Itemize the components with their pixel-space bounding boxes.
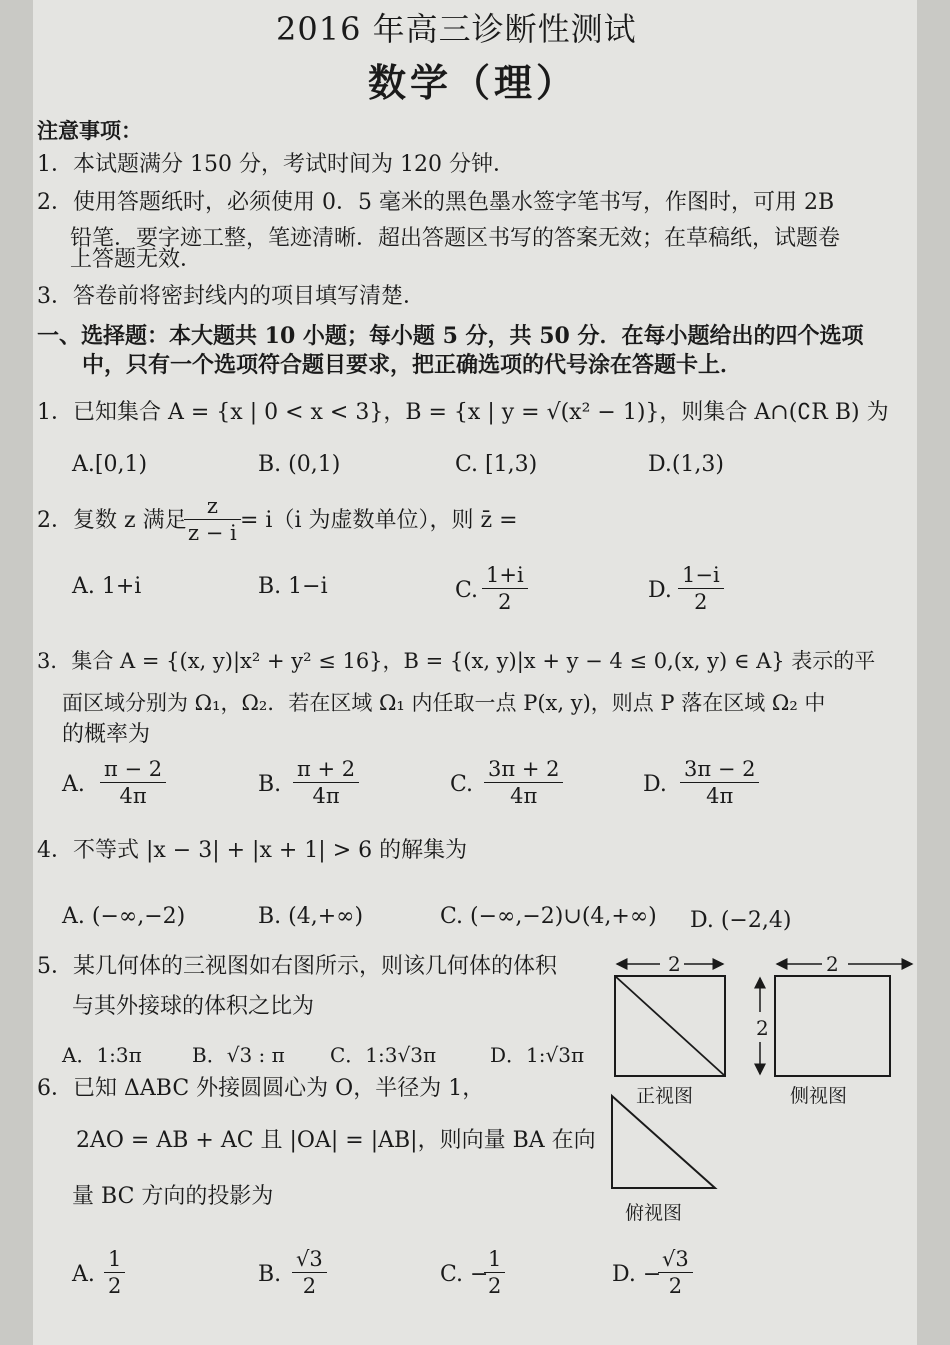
side-view-caption: 侧视图: [790, 1085, 848, 1107]
question-1-option-b: B. (0,1): [258, 452, 341, 477]
question-6-option-d-fraction: [658, 1246, 693, 1299]
question-3-option-c-denominator: 4π: [484, 782, 563, 809]
question-3-option-c-numerator: 3π + 2: [488, 757, 560, 781]
question-3-line-2: 面区域分别为 Ω₁，Ω₂．若在区域 Ω₁ 内任取一点 P(x, y)，则点 P 落在区域 Ω₂ 中: [62, 691, 826, 715]
front-view-height-label: 2: [756, 1016, 769, 1040]
question-3-option-d-denominator: 4π: [680, 782, 759, 809]
question-3-option-b-numerator: π + 2: [297, 757, 356, 781]
question-6-option-c-denominator: 2: [484, 1272, 505, 1299]
question-6-option-b-numerator: √3: [296, 1247, 323, 1271]
question-5-option-a: A．1:3π: [62, 1043, 142, 1067]
notice-item-2-line-1: 2．使用答题纸时，必须使用 0．5 毫米的黑色墨水签字笔书写，作图时，可用 2B: [37, 190, 835, 215]
side-view: [775, 964, 912, 1076]
question-5-line-2: 与其外接球的体积之比为: [72, 994, 315, 1019]
question-3-line-1: 3．集合 A = {(x, y)|x² + y² ≤ 16}，B = {(x, y)|x + y − 4 ≤ 0,(x, y) ∈ A} 表示的平: [37, 649, 876, 673]
question-3-option-a-label: A.: [62, 772, 85, 797]
front-view-diagonal: [615, 976, 725, 1076]
section-1-line-1: 一、选择题：本大题共 10 小题；每小题 5 分，共 50 分．在每小题给出的四个选项: [37, 323, 864, 349]
question-2-fraction: [184, 493, 241, 546]
top-view-caption: 俯视图: [625, 1202, 683, 1224]
question-2-option-a: A. 1+i: [72, 574, 142, 599]
question-6-option-b-fraction: [292, 1246, 327, 1299]
front-view-caption: 正视图: [636, 1085, 694, 1107]
question-1-stem: 1．已知集合 A = {x | 0 < x < 3}，B = {x | y = √(x² − 1)}，则集合 A∩(∁R B) 为: [37, 400, 889, 425]
question-3-option-d-fraction: [680, 756, 759, 809]
notice-item-1: 1．本试题满分 150 分，考试时间为 120 分钟．: [37, 152, 515, 177]
question-5-line-1: 5．某几何体的三视图如右图所示，则该几何体的体积: [37, 954, 557, 979]
question-2-option-d-fraction: [678, 562, 724, 615]
question-3-option-a-fraction: [100, 756, 166, 809]
notice-item-2-line-3: 上答题无效．: [70, 247, 203, 272]
question-6-option-c-label: C. −: [440, 1262, 489, 1287]
question-5-option-c: C．1:3√3π: [330, 1043, 437, 1067]
question-6-line-3: 量 BC 方向的投影为: [72, 1184, 274, 1209]
question-6-option-b-label: B.: [258, 1262, 282, 1287]
question-1-option-c: C. [1,3): [455, 452, 538, 477]
question-3-option-b-denominator: 4π: [293, 782, 359, 809]
question-3-option-b-fraction: [293, 756, 359, 809]
question-2-option-c-numerator: 1+i: [486, 563, 524, 587]
notice-item-3: 3．答卷前将密封线内的项目填写清楚．: [37, 284, 425, 309]
question-4-option-d: D. (−2,4): [690, 908, 792, 933]
question-2-stem-suffix: = i（i 为虚数单位），则 z̄ =: [240, 508, 518, 533]
question-2-fraction-numerator: z: [206, 494, 218, 518]
question-1-option-a: A.[0,1): [72, 452, 148, 477]
question-2-option-c-label: C.: [455, 578, 479, 603]
side-view-width-label: 2: [826, 952, 839, 976]
question-3-option-a-numerator: π − 2: [104, 757, 163, 781]
question-4-option-a: A. (−∞,−2): [62, 904, 186, 929]
front-view-width-label: 2: [668, 952, 681, 976]
question-2-option-b: B. 1−i: [258, 574, 328, 599]
question-3-option-d-label: D.: [643, 772, 667, 797]
question-3-option-a-denominator: 4π: [100, 782, 166, 809]
question-6-option-c-numerator: 1: [488, 1247, 502, 1271]
question-6-line-1: 6．已知 ΔABC 外接圆圆心为 O，半径为 1，: [37, 1076, 485, 1101]
notice-heading: 注意事项：: [37, 118, 142, 143]
question-6-option-a-denominator: 2: [104, 1272, 125, 1299]
exam-title: 2016 年高三诊断性测试: [276, 10, 637, 48]
front-view: [615, 964, 760, 1076]
three-view-figure: [600, 948, 920, 1208]
notice-item-2-line-2: 铅笔．要字迹工整，笔迹清晰．超出答题区书写的答案无效；在草稿纸，试题卷: [70, 226, 841, 251]
question-6-option-d-numerator: √3: [662, 1247, 689, 1271]
question-2-option-d-numerator: 1−i: [682, 563, 720, 587]
section-1-line-2: 中，只有一个选项符合题目要求，把正确选项的代号涂在答题卡上．: [82, 352, 743, 378]
top-view: [612, 1096, 715, 1188]
question-6-option-d-label: D. −: [612, 1262, 662, 1287]
question-6-option-a-numerator: 1: [108, 1247, 122, 1271]
question-3-option-d-numerator: 3π − 2: [684, 757, 756, 781]
question-1-option-d: D.(1,3): [648, 452, 725, 477]
question-4-option-b: B. (4,+∞): [258, 904, 364, 929]
question-2-option-d-label: D.: [648, 578, 672, 603]
question-2-fraction-denominator: z − i: [184, 519, 241, 546]
question-2-stem-prefix: 2．复数 z 满足: [37, 508, 187, 533]
question-5-option-d: D．1:√3π: [490, 1043, 585, 1067]
question-6-option-a-fraction: [104, 1246, 125, 1299]
question-6-option-a-label: A.: [72, 1262, 95, 1287]
question-6-option-d-denominator: 2: [658, 1272, 693, 1299]
question-6-option-c-fraction: [484, 1246, 505, 1299]
question-4-option-c: C. (−∞,−2)∪(4,+∞): [440, 904, 657, 929]
question-2-option-d-denominator: 2: [678, 588, 724, 615]
question-6-line-2: 2AO = AB + AC 且 |OA| = |AB|，则向量 BA 在向: [76, 1128, 596, 1153]
question-4-stem: 4．不等式 |x − 3| + |x + 1| > 6 的解集为: [37, 838, 468, 863]
question-3-option-c-fraction: [484, 756, 563, 809]
exam-subtitle: 数学（理）: [368, 60, 579, 105]
question-5-option-b: B．√3 : π: [192, 1043, 285, 1067]
question-6-option-b-denominator: 2: [292, 1272, 327, 1299]
question-2-option-c-fraction: [482, 562, 528, 615]
question-3-option-b-label: B.: [258, 772, 282, 797]
question-2-option-c-denominator: 2: [482, 588, 528, 615]
question-3-option-c-label: C.: [450, 772, 474, 797]
question-3-line-3: 的概率为: [62, 722, 151, 747]
